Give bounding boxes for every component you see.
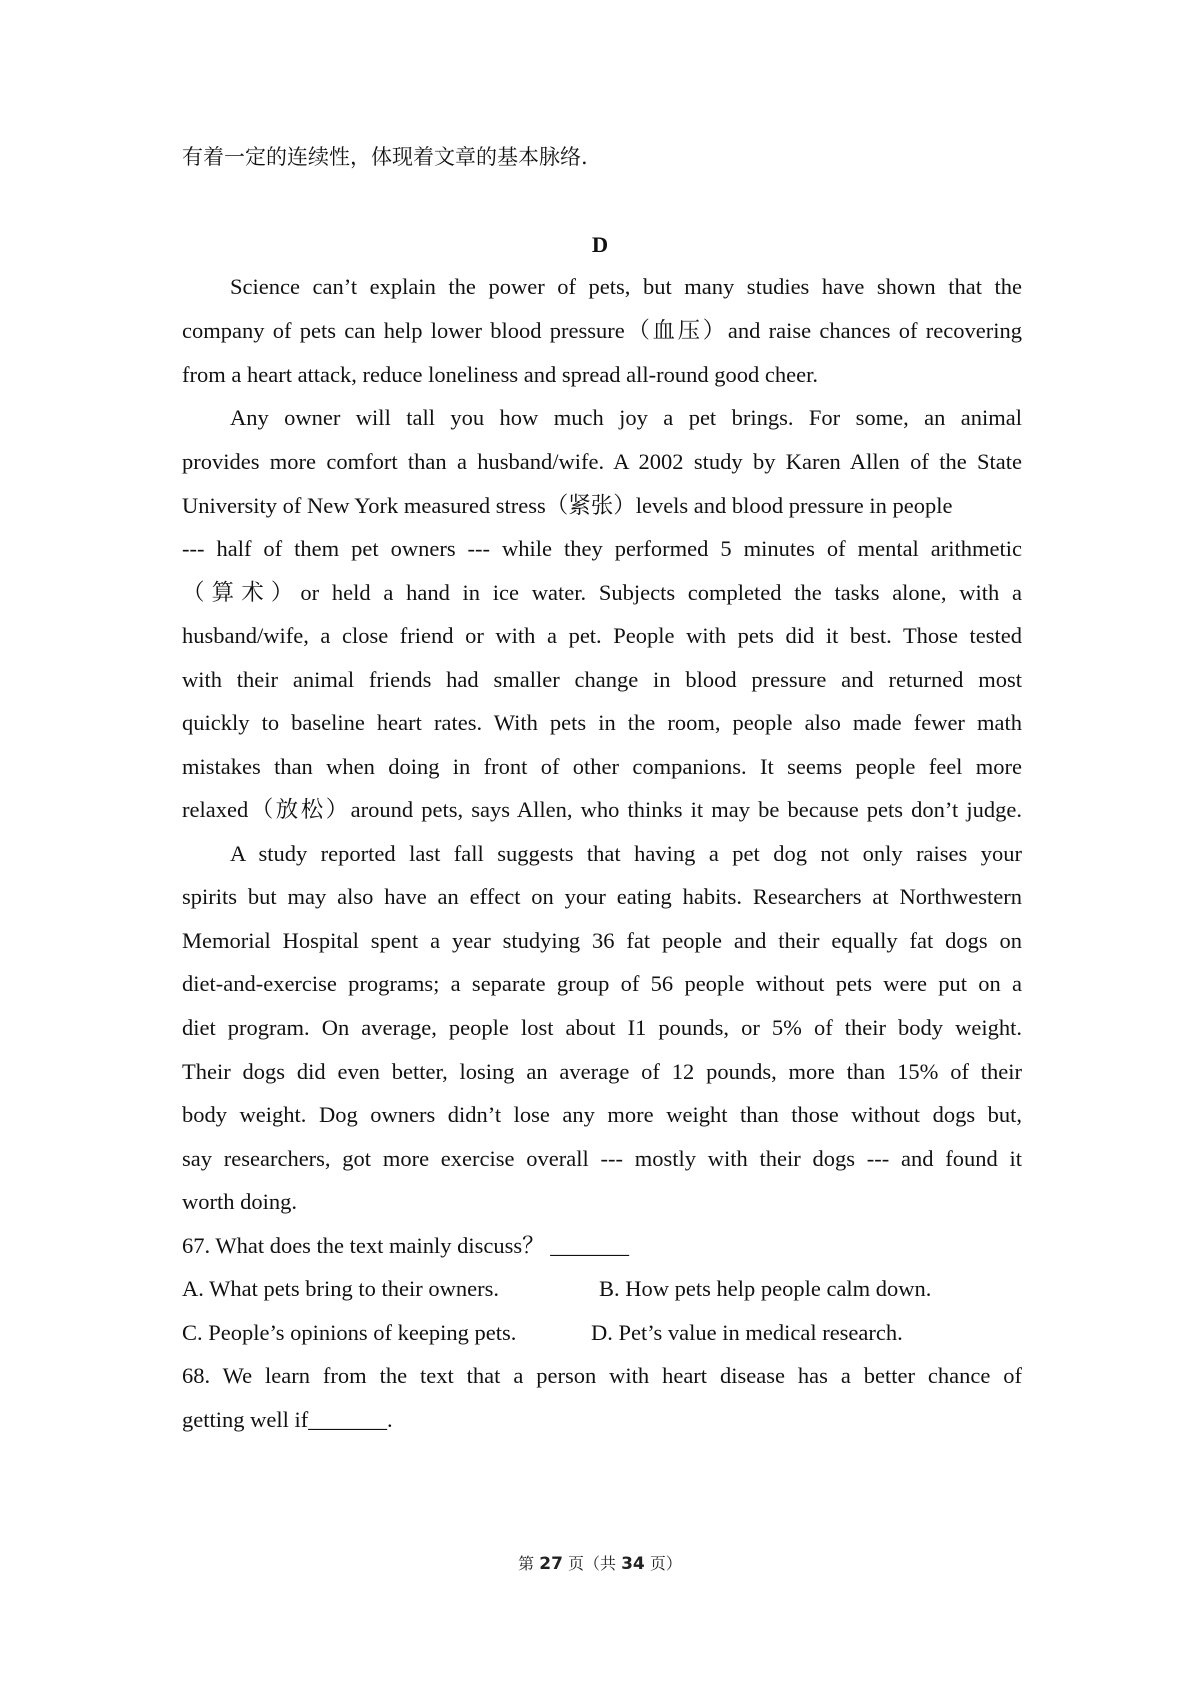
passage-line: Their dogs did even better, losing an average of 12 pounds, more than 15% of their <box>182 1059 1022 1084</box>
option-d: D. Pet’s value in medical research. <box>591 1320 903 1345</box>
passage-line: relaxed（放松）around pets, says Allen, who thinks it may be because pets don’t judge. <box>182 797 1022 822</box>
passage-line: mistakes than when doing in front of other companions. It seems people feel more <box>182 754 1022 779</box>
passage-line: --- half of them pet owners --- while they performed 5 minutes of mental arithmetic <box>182 536 1022 561</box>
footer-middle: 页（共 <box>562 1554 622 1573</box>
question-stem: 67. What does the text mainly discuss？ _______ <box>182 1233 630 1258</box>
passage-line: A study reported last fall suggests that having a pet dog not only raises your <box>230 841 1022 866</box>
page-number: 27 <box>539 1554 563 1574</box>
passage-line: husband/wife, a close friend or with a pet. People with pets did it best. Those tested <box>182 623 1022 648</box>
passage-line: Science can’t explain the power of pets, but many studies have shown that the <box>230 274 1022 299</box>
question-stem-continued: getting well if_______. <box>182 1407 393 1432</box>
footer-prefix: 第 <box>518 1554 540 1573</box>
passage-line: with their animal friends had smaller change in blood pressure and returned most <box>182 667 1022 692</box>
passage-line: from a heart attack, reduce loneliness and spread all-round good cheer. <box>182 362 818 387</box>
passage-line: body weight. Dog owners didn’t lose any more weight than those without dogs but, <box>182 1102 1022 1127</box>
intro-text: 有着一定的连续性，体现着文章的基本脉络. <box>182 145 588 169</box>
passage-line: provides more comfort than a husband/wife. A 2002 study by Karen Allen of the State <box>182 449 1022 474</box>
footer-suffix: 页） <box>644 1554 682 1573</box>
passage-line: diet program. On average, people lost about I1 pounds, or 5% of their body weight. <box>182 1015 1022 1040</box>
option-a: A. What pets bring to their owners. <box>182 1276 500 1301</box>
passage-line: （算术）or held a hand in ice water. Subjects completed the tasks alone, with a <box>182 580 1022 605</box>
passage-line: quickly to baseline heart rates. With pets in the room, people also made fewer math <box>182 710 1022 735</box>
passage-line: company of pets can help lower blood pressure（血压）and raise chances of recovering <box>182 318 1022 343</box>
passage-line: say researchers, got more exercise overall --- mostly with their dogs --- and found it <box>182 1146 1022 1171</box>
passage-line: University of New York measured stress（紧张）levels and blood pressure in people <box>182 493 953 518</box>
total-pages: 34 <box>621 1554 645 1574</box>
question-stem: 68. We learn from the text that a person with heart disease has a better chance of <box>182 1363 1022 1388</box>
passage-line: Memorial Hospital spent a year studying 36 fat people and their equally fat dogs on <box>182 928 1022 953</box>
passage-line: worth doing. <box>182 1189 297 1214</box>
section-heading: D <box>591 232 609 257</box>
option-c: C. People’s opinions of keeping pets. <box>182 1320 517 1345</box>
passage-line: Any owner will tall you how much joy a pet brings. For some, an animal <box>230 405 1022 430</box>
option-b: B. How pets help people calm down. <box>599 1276 932 1301</box>
passage-line: spirits but may also have an effect on your eating habits. Researchers at Northwestern <box>182 884 1022 909</box>
page-footer <box>0 1553 1200 1575</box>
passage-line: diet-and-exercise programs; a separate group of 56 people without pets were put on a <box>182 971 1022 996</box>
